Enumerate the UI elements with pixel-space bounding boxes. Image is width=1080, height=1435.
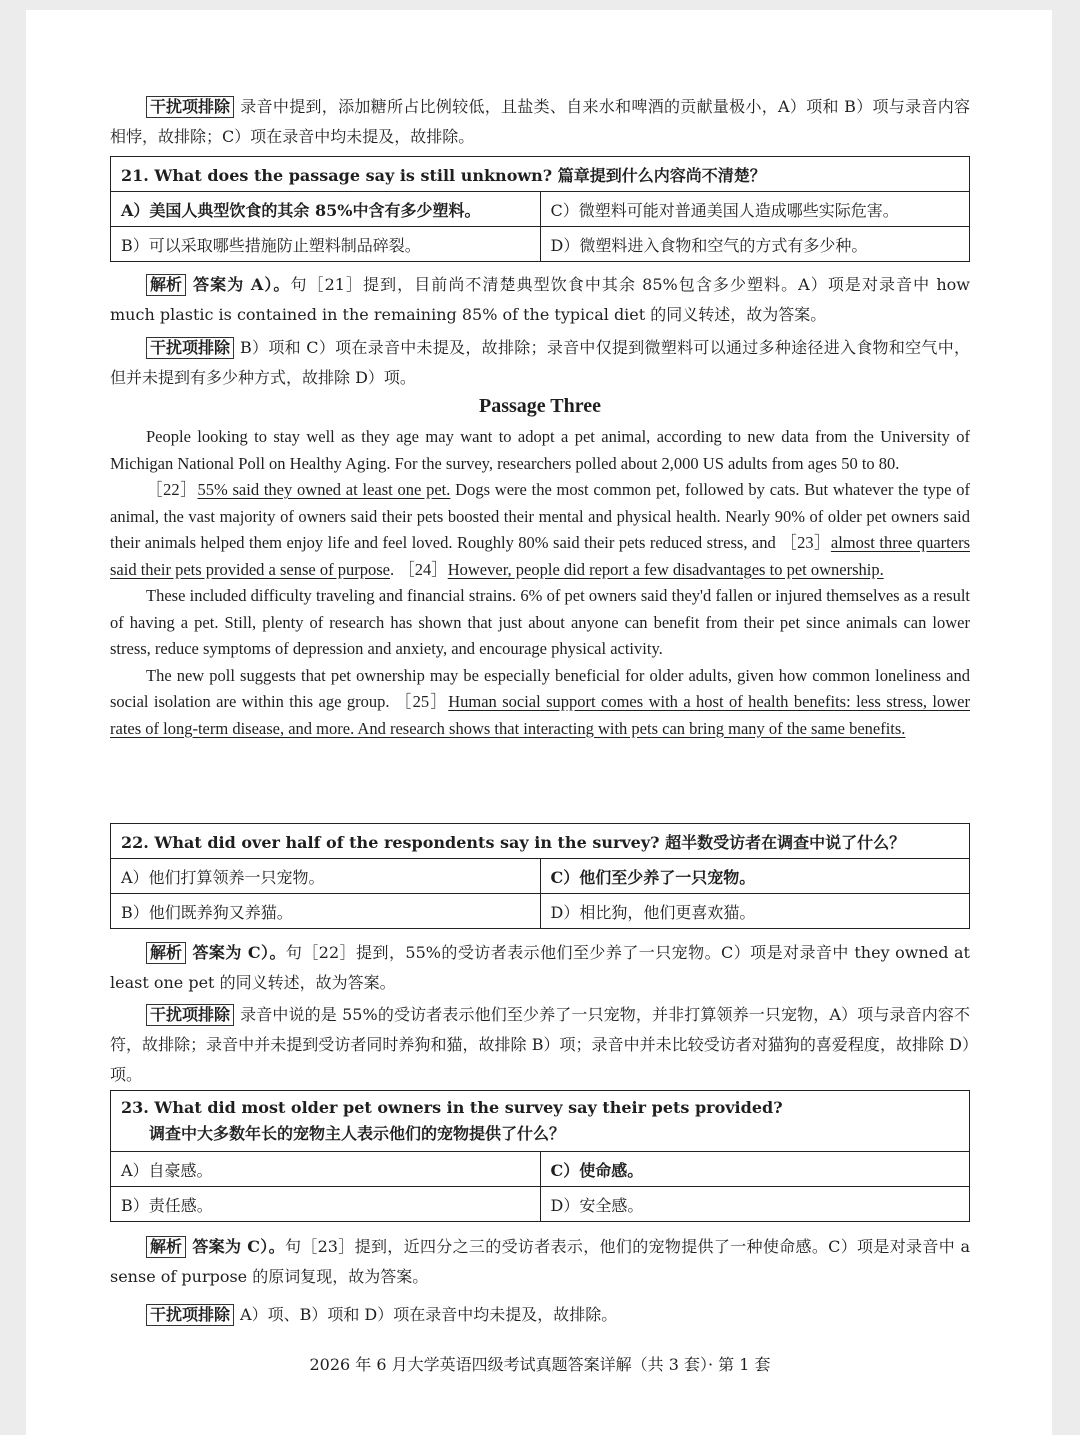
sentence-23: almost three quarters said their pets provided a sense of purpose	[110, 533, 970, 579]
q23-answer: 答案为 C）。	[192, 1237, 285, 1256]
q21-question: 21. What does the passage say is still unknown? 篇章提到什么内容尚不清楚？	[111, 157, 970, 192]
q22-option-c: C）他们至少养了一只宠物。	[540, 859, 970, 894]
q21-option-a: A）美国人典型饮食的其余 85%中含有多少塑料。	[111, 192, 541, 227]
q21-distractor-paragraph	[110, 333, 970, 393]
q21-distractor-text: B）项和 C）项在录音中未提及，故排除；录音中仅提到微塑料可以通过多种途径进入食物和空气中，但并未提到有多少种方式，故排除 D）项。	[110, 338, 970, 387]
passage-paragraph-2	[110, 477, 970, 583]
q22-analysis-paragraph	[110, 938, 970, 998]
q23-distractor-text: A）项、B）项和 D）项在录音中均未提及，故排除。	[240, 1305, 618, 1324]
marker-23: ［23］	[780, 533, 831, 552]
q22-answer: 答案为 C）。	[192, 943, 286, 962]
q21-analysis-text: 句［21］提到，目前尚不清楚典型饮食中其余 85%包含多少塑料。A）项是对录音中 how much plastic is contained in the remaining 85% of the typical diet 的同义转述，故为答案。	[110, 275, 970, 324]
q22-table	[110, 823, 970, 929]
q23-analysis-paragraph	[110, 1232, 970, 1292]
q20-distractor-paragraph	[110, 92, 970, 152]
q23-option-a: A）自豪感。	[111, 1152, 541, 1187]
q21-table	[110, 156, 970, 262]
passage-paragraph-4	[110, 663, 970, 743]
q22-distractor-paragraph	[110, 1000, 970, 1090]
sentence-24: However, people did report a few disadvantages to pet ownership.	[447, 559, 884, 579]
passage-paragraph-4-text: The new poll suggests that pet ownership may be especially beneficial for older adults, given how common loneliness and social isolation are within this age group.	[110, 665, 970, 711]
q21-answer: 答案为 A）。	[192, 275, 291, 294]
distractor-tag: 干扰项排除	[146, 1004, 234, 1026]
marker-22: ［22］	[146, 480, 198, 499]
analysis-tag: 解析	[146, 942, 186, 964]
q23-table	[110, 1090, 970, 1222]
q23-option-d: D）安全感。	[540, 1187, 970, 1222]
q23-question-zh: 调查中大多数年长的宠物主人表示他们的宠物提供了什么？	[149, 1124, 566, 1143]
q23-option-b: B）责任感。	[111, 1187, 541, 1222]
q21-option-d: D）微塑料进入食物和空气的方式有多少种。	[540, 227, 970, 262]
passage-paragraph-2-text-b: .	[389, 559, 399, 579]
q22-option-d: D）相比狗，他们更喜欢猫。	[540, 894, 970, 929]
q23-distractor-paragraph	[110, 1300, 970, 1330]
passage-paragraph-1: People looking to stay well as they age may want to adopt a pet animal, according to new data from the University of Michigan National Poll on Healthy Aging. For the survey, researchers polled about 2,000 US adults from ages 50 to 80.	[110, 427, 970, 473]
q22-distractor-text: 录音中说的是 55%的受访者表示他们至少养了一只宠物，并非打算领养一只宠物，A）项与录音内容不符，故排除；录音中并未提到受访者同时养狗和猫，故排除 B）项；录音中并未比较受访者对猫狗的喜爱程度，故排除 D）项。	[110, 1005, 970, 1084]
sentence-22: 55% said they owned at least one pet.	[197, 480, 451, 499]
analysis-tag: 解析	[146, 1236, 186, 1258]
q23-analysis-text: 句［23］提到，近四分之三的受访者表示，他们的宠物提供了一种使命感。C）项是对录音中 a sense of purpose 的原词复现，故为答案。	[110, 1237, 970, 1286]
passage-title: Passage Three	[478, 395, 602, 417]
q23-option-c: C）使命感。	[540, 1152, 970, 1187]
marker-25: ［25］	[394, 692, 449, 711]
q21-analysis-paragraph	[110, 270, 970, 330]
passage-paragraph-3: These included difficulty traveling and financial strains. 6% of pet owners said they'd fallen or injured themselves as a result of having a pet. Still, plenty of research has shown that just about anyone can benefit from their pet since animals can lower stress, reduce symptoms of depression and anxiety, and encourage physical activity.	[110, 586, 970, 658]
q22-option-a: A）他们打算领养一只宠物。	[111, 859, 541, 894]
q21-option-c: C）微塑料可能对普通美国人造成哪些实际危害。	[540, 192, 970, 227]
q20-distractor-text: 录音中提到，添加糖所占比例较低，且盐类、自来水和啤酒的贡献量极小，A）项和 B）项与录音内容相悖，故排除；C）项在录音中均未提及，故排除。	[110, 97, 970, 146]
marker-24: ［24］	[398, 559, 448, 579]
sentence-25: Human social support comes with a host of health benefits: less stress, lower rates of long-term disease, and more. And research shows that interacting with pets can bring many of the same benefits.	[110, 692, 970, 738]
passage-paragraph-2-text-a: Dogs were the most common pet, followed by cats. But whatever the type of animal, the vast majority of owners said their pets boosted their mental and physical health. Nearly 90% of older pet owners said their animals helped them enjoy life and feel loved. Roughly 80% said their pets reduced stress, and	[110, 480, 970, 552]
distractor-tag: 干扰项排除	[146, 1304, 234, 1326]
distractor-tag: 干扰项排除	[146, 96, 234, 118]
q21-option-b: B）可以采取哪些措施防止塑料制品碎裂。	[111, 227, 541, 262]
passage-three	[110, 424, 970, 742]
page-footer: 2026 年 6 月大学英语四级考试真题答案详解（共 3 套）· 第 1 套	[309, 1355, 771, 1374]
q22-question: 22. What did over half of the respondents say in the survey? 超半数受访者在调查中说了什么？	[111, 824, 970, 859]
q23-question-en: 23. What did most older pet owners in the survey say their pets provided?	[121, 1098, 783, 1117]
q22-analysis-text: 句［22］提到，55%的受访者表示他们至少养了一只宠物。C）项是对录音中 they owned at least one pet 的同义转述，故为答案。	[110, 943, 970, 992]
q23-question	[111, 1091, 970, 1152]
analysis-tag: 解析	[146, 274, 186, 296]
distractor-tag: 干扰项排除	[146, 337, 234, 359]
q22-option-b: B）他们既养狗又养猫。	[111, 894, 541, 929]
